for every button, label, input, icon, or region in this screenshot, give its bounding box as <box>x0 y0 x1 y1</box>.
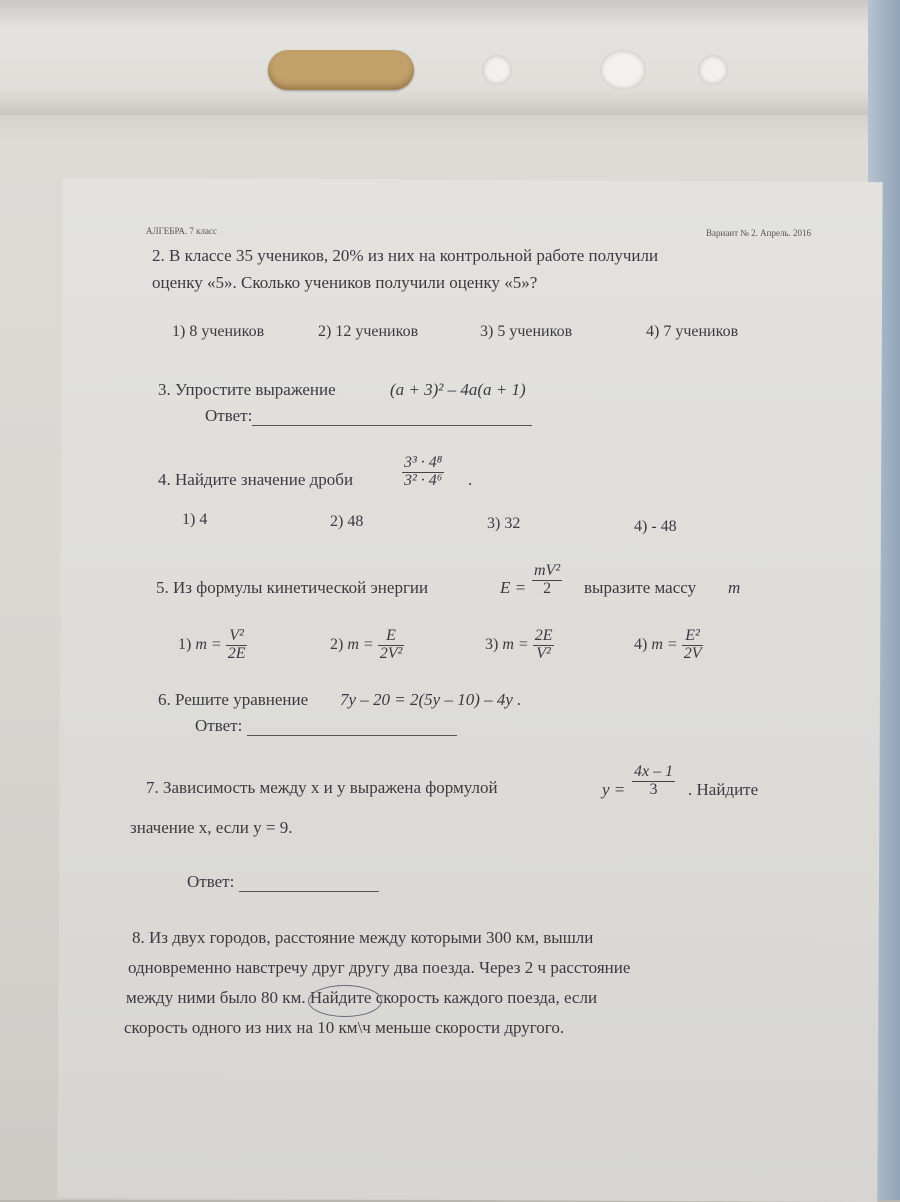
q7-denominator: 3 <box>649 780 658 798</box>
q2-option-1: 1) 8 учеников <box>172 323 265 340</box>
q5-option-2-lhs: m = <box>347 635 374 653</box>
q4-text: 4. Найдите значение дроби <box>158 470 354 489</box>
punch-hole <box>600 50 646 90</box>
pen-circle-mark <box>308 985 382 1017</box>
q5-option-4-lhs: m = <box>651 635 678 653</box>
q5-option-2-label: 2) <box>330 635 344 653</box>
q5-option-2 <box>330 628 404 663</box>
q5-option-1-num: V² <box>226 628 248 646</box>
q2-option-2: 2) 12 учеников <box>318 323 419 340</box>
q4-numerator: 3³ · 4⁸ <box>404 454 443 471</box>
q3-answer <box>205 406 532 426</box>
header-variant: Вариант № 2. Апрель. 2016 <box>706 228 812 238</box>
q2-line1: 2. В классе 35 учеников, 20% из них на контрольной работе получили <box>152 246 659 265</box>
q4-option-3: 3) 32 <box>487 515 521 532</box>
q6-text: 6. Решите уравнение <box>158 690 309 709</box>
q5-lhs: E = <box>500 578 527 597</box>
q5-variable: m <box>728 578 741 597</box>
q5-option-1-label: 1) <box>178 635 192 653</box>
q4-option-4: 4) - 48 <box>634 518 677 535</box>
q5-option-3 <box>485 628 554 663</box>
q6-answer-label: Ответ: <box>195 716 243 735</box>
q5-text: 5. Из формулы кинетической энергии <box>156 578 429 597</box>
q5-tail: выразите массу <box>584 578 697 597</box>
q4-fraction <box>402 455 444 490</box>
q4-option-1: 1) 4 <box>182 511 208 528</box>
q6-answer-line <box>247 735 457 736</box>
binder-slot <box>268 50 414 90</box>
q5-option-2-fraction <box>378 628 405 663</box>
q4-denominator: 3² · 4⁶ <box>404 471 443 489</box>
q5-option-3-fraction <box>533 628 555 663</box>
q2-option-3: 3) 5 учеников <box>480 323 573 340</box>
q8-line1: 8. Из двух городов, расстояние между которыми 300 км, вышли <box>132 928 594 947</box>
q5-option-4-den: 2V <box>683 644 702 662</box>
q5-option-4-fraction <box>682 628 704 663</box>
q5-option-2-den: 2V² <box>379 644 403 662</box>
q4-option-2: 2) 48 <box>330 513 364 530</box>
q5-option-1-den: 2E <box>227 644 246 662</box>
q5-option-1-lhs: m = <box>195 635 222 653</box>
punch-hole <box>482 55 512 85</box>
q2-option-4: 4) 7 учеников <box>646 323 739 340</box>
header-subject: АЛГЕБРА. 7 класс <box>146 226 217 236</box>
q5-option-4-num: E² <box>682 628 704 646</box>
q5-option-1 <box>178 628 247 663</box>
q5-denominator: 2 <box>543 579 552 597</box>
q5-option-4-label: 4) <box>634 635 648 653</box>
punch-hole <box>698 55 728 85</box>
binder-strip <box>0 0 900 115</box>
q5-option-3-lhs: m = <box>502 635 529 653</box>
q4-period: . <box>468 470 473 489</box>
q7-answer-label: Ответ: <box>187 872 235 891</box>
q3-expression: (a + 3)² – 4a(a + 1) <box>390 380 526 399</box>
q8-line3: между ними было 80 км. Найдите скорость каждого поезда, если <box>126 988 598 1007</box>
q5-numerator: mV² <box>534 562 561 579</box>
q7-line2: значение x, если y = 9. <box>130 818 293 837</box>
q5-formula-fraction <box>532 563 562 598</box>
q5-option-1-fraction <box>226 628 248 663</box>
q7-numerator: 4x – 1 <box>634 763 674 780</box>
q5-option-3-label: 3) <box>485 635 499 653</box>
q8-line2: одновременно навстречу друг другу два поезда. Через 2 ч расстояние <box>128 958 631 977</box>
q7-answer-line <box>239 891 379 892</box>
q3-answer-label: Ответ: <box>205 406 253 425</box>
q5-option-4 <box>634 628 703 663</box>
q7-tail: . Найдите <box>688 780 759 799</box>
q7-text: 7. Зависимость между х и у выражена формулой <box>146 778 498 797</box>
q6-equation: 7y – 20 = 2(5y – 10) – 4y . <box>340 690 522 709</box>
q5-option-3-num: 2E <box>534 627 553 644</box>
q2-line2: оценку «5». Сколько учеников получили оценку «5»? <box>152 273 538 292</box>
q7-fraction <box>632 764 675 799</box>
q5-option-2-num: E <box>378 628 405 646</box>
q7-answer <box>187 872 379 892</box>
q3-text: 3. Упростите выражение <box>158 380 336 399</box>
q5-option-3-den: V² <box>536 644 551 662</box>
q8-line4: скорость одного из них на 10 км\ч меньше скорости другого. <box>124 1018 565 1037</box>
q6-answer <box>195 716 457 736</box>
q7-lhs: y = <box>602 780 626 799</box>
q3-answer-line <box>252 425 532 426</box>
